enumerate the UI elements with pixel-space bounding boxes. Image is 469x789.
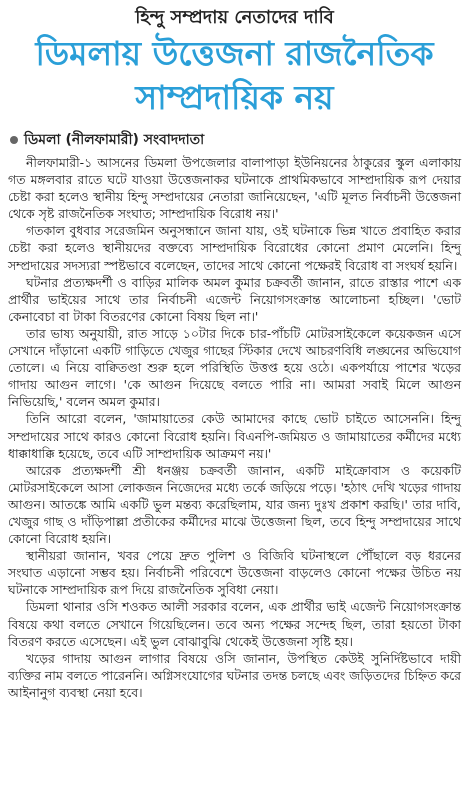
paragraph: গতকাল বুধবার সরেজমিন অনুসন্ধানে জানা যায়, ওই ঘটনাকে ভিন্ন খাতে প্রবাহিত করার চেষ্টা করা হলেও স্থানীয়দের বক্তব্যে সাম্প্রদায়িক বিরোধের কোনো প্রমাণ মেলেনি। হিন্দু সম্প্রদায়ের সদস্যরা স্পষ্টভাবে বলেছেন, তাদের সাথে কোনো পক্ষেরই বিরোধ বা সংঘর্ষ হয়নি। [8,223,461,273]
paragraph: ডিমলা থানার ওসি শওকত আলী সরকার বলেন, এক প্রার্থীর ভাই এজেন্ট নিয়োগসংক্রান্ত বিষয়ে কথা বলতে সেখানে গিয়েছিলেন। তবে অন্য পক্ষের সন্দেহ ছিল, তারা হয়তো টাকা বিতরণ করতে এসেছেন। এই ভুল বোঝাবুঝি থেকেই উত্তেজনা সৃষ্টি হয়। [8,599,461,649]
paragraph: খড়ের গাদায় আগুন লাগার বিষয়ে ওসি জানান, উপস্থিত কেউই সুনির্দিষ্টভাবে দায়ী ব্যক্তির নাম বলতে পারেননি। অগ্নিসংযোগের ঘটনার তদন্ত চলছে এবং জড়িতদের চিহ্নিত করে আইনানুগ ব্যবস্থা নেয়া হবে। [8,650,461,700]
paragraph: নীলফামারী-১ আসনের ডিমলা উপজেলার বালাপাড়া ইউনিয়নের ঠাকুরের স্কুল এলাকায় গত মঙ্গলবার রাতে ঘটে যাওয়া উত্তেজনাকর ঘটনাকে প্রাথমিকভাবে সাম্প্রদায়িক রূপ দেয়ার চেষ্টা করা হলেও স্থানীয় হিন্দু সম্প্রদায়ের নেতারা জানিয়েছেন, 'এটি মূলত নির্বাচনী উত্তেজনা থেকে সৃষ্ট রাজনৈতিক সংঘাত; সাম্প্রদায়িক বিরোধ নয়।' [8,155,461,222]
article-body [8,154,461,701]
paragraph: তার ভাষ্য অনুযায়ী, রাত সাড়ে ১০টার দিকে চার-পাঁচটি মোটরসাইকেলে কয়েকজন এসে সেখানে দাঁড়ানো একটি গাড়িতে খেজুর গাছের স্টিকার দেখে আচরণবিধি লঙ্ঘনের অভিযোগ তোলে। এ নিয়ে বাক্বিতণ্ডা শুরু হলে পরিস্থিতি উত্তপ্ত হয়ে ওঠে। একপর্যায়ে পাশের খড়ের গাদায় আগুন লাগে। 'কে আগুন দিয়েছে বলতে পারি না। আমরা সবাই মিলে আগুন নিভিয়েছি,' বলেন অমল কুমার। [8,325,461,410]
kicker-line: হিন্দু সম্প্রদায় নেতাদের দাবি [135,7,334,28]
paragraph: ঘটনার প্রত্যক্ষদর্শী ও বাড়ির মালিক অমল কুমার চক্রবর্তী জানান, রাতে রাস্তার পাশে এক প্রার্থীর ভাইয়ের সাথে তার নির্বাচনী এজেন্ট নিয়োগসংক্রান্ত আলোচনা হচ্ছিল। 'ভোট কেনাবেচা বা টাকা বিতরণের কোনো বিষয় ছিল না।' [8,274,461,324]
headline [8,32,461,120]
headline-line-1: ডিমলায় উত্তেজনা রাজনৈতিক [35,34,434,73]
byline-text: ডিমলা (নীলফামারী) সংবাদদাতা [24,132,205,148]
paragraph: স্থানীয়রা জানান, খবর পেয়ে দ্রুত পুলিশ ও বিজিবি ঘটনাস্থলে পৌঁছালে বড় ধরনের সংঘাত এড়ানো সম্ভব হয়। নির্বাচনী পরিবেশে উত্তেজনা বাড়লেও কোনো পক্ষের উচিত নয় ঘটনাকে সাম্প্রদায়িক রূপ দিয়ে রাজনৈতিক সুবিধা নেয়া। [8,548,461,598]
paragraph: তিনি আরো বলেন, 'জামায়াতের কেউ আমাদের কাছে ভোট চাইতে আসেননি। হিন্দু সম্প্রদায়ের সাথে কারও কোনো বিরোধ হয়নি। বিএনপি-জমিয়ত ও জামায়াতের কর্মীদের মধ্যে ধাক্কাধাক্কি হয়েছে, তবে এটি সাম্প্রদায়িক আক্রমণ নয়।' [8,411,461,461]
paragraph: আরেক প্রত্যক্ষদর্শী শ্রী ধনঞ্জয় চক্রবর্তী জানান, একটি মাইক্রোবাস ও কয়েকটি মোটরসাইকেলে আসা লোকজন নিজেদের মধ্যে তর্কে জড়িয়ে পড়ে। 'হঠাৎ দেখি খড়ের গাদায় আগুন। আতঙ্কে আমি একটি ভুল মন্তব্য করেছিলাম, যার জন্য দুঃখ প্রকাশ করছি।' তার দাবি, খেজুর গাছ ও দাঁড়িপাল্লা প্রতীকের কর্মীদের মাঝে উত্তেজনা ছিল, তবে হিন্দু সম্প্রদায়ের সাথে কোনো বিরোধ হয়নি। [8,462,461,547]
headline-line-2: সাম্প্রদায়িক নয় [135,78,334,117]
byline [10,130,461,150]
bullet-icon [10,136,18,144]
